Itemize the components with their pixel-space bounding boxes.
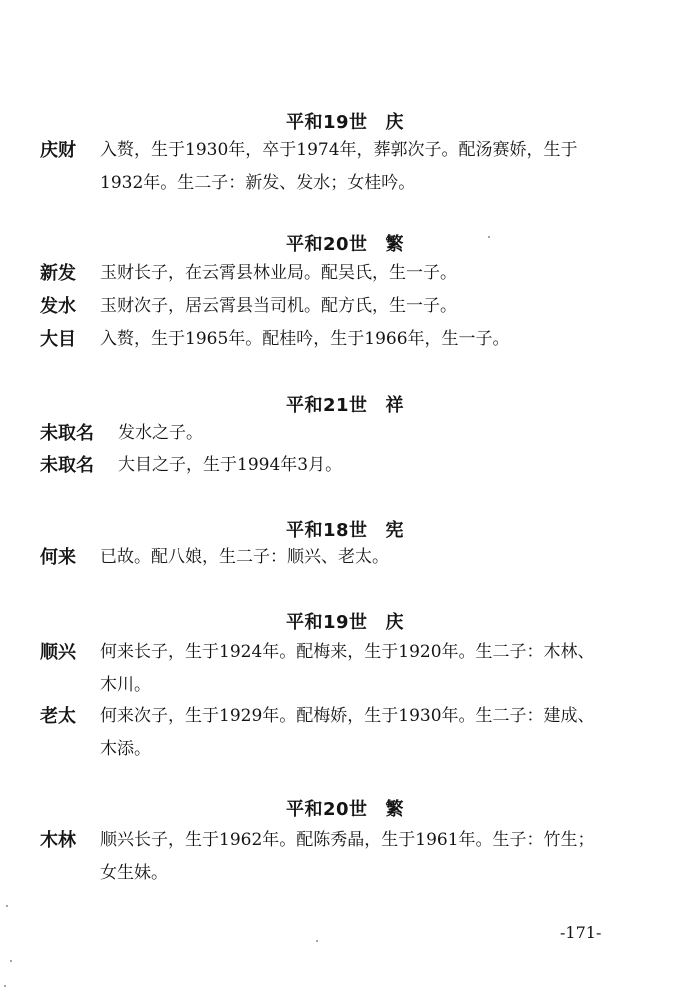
scan-speck [10, 960, 12, 962]
entry-line: 何来长子，生于1924年。配梅来，生于1920年。生二子：木林、 [100, 642, 595, 662]
scan-speck [6, 905, 8, 907]
entry-line: 发水之子。 [118, 423, 203, 443]
entry-line: 入赘，生于1965年。配桂吟，生于1966年，生一子。 [100, 329, 510, 349]
person-entry [40, 134, 640, 200]
person-name: 庆财 [40, 140, 76, 161]
person-name: 发水 [40, 296, 76, 317]
person-entry [40, 541, 640, 574]
section-heading [0, 516, 690, 542]
generation-character: 繁 [385, 799, 405, 820]
entry-line: 入赘，生于1930年，卒于1974年，葬郭次子。配汤赛娇，生于 [100, 140, 578, 160]
section-title: 平和20世 [285, 234, 368, 255]
person-entry [40, 257, 640, 290]
person-entry [40, 636, 640, 702]
generation-character: 祥 [385, 395, 405, 416]
person-name: 新发 [40, 263, 76, 284]
section-heading [0, 108, 690, 134]
section-heading [0, 795, 690, 821]
section-title: 平和20世 [285, 799, 368, 820]
entry-line: 大目之子，生于1994年3月。 [118, 455, 343, 475]
entry-line: 顺兴长子，生于1962年。配陈秀晶，生于1961年。生子：竹生； [100, 830, 595, 850]
person-name: 木林 [40, 830, 76, 851]
entry-line: 玉财长子，在云霄县林业局。配吴氏，生一子。 [100, 263, 457, 283]
scan-speck [4, 985, 6, 987]
section-heading [0, 608, 690, 634]
scan-speck [488, 236, 490, 238]
entry-line: 1932年。生二子：新发、发水；女桂吟。 [100, 173, 416, 193]
person-entry [40, 290, 640, 323]
entry-line: 何来次子，生于1929年。配梅娇，生于1930年。生二子：建成、 [100, 706, 595, 726]
section-title: 平和21世 [285, 395, 368, 416]
entry-line: 木添。 [100, 739, 151, 759]
entry-line: 木川。 [100, 675, 151, 695]
section-heading [0, 391, 690, 417]
section-title: 平和19世 [285, 612, 368, 633]
entry-line: 已故。配八娘，生二子：顺兴、老太。 [100, 547, 389, 567]
section-heading [0, 230, 690, 256]
section-title: 平和19世 [285, 112, 368, 133]
person-name: 顺兴 [40, 642, 76, 663]
person-name: 大目 [40, 329, 76, 350]
person-entry [40, 449, 640, 482]
person-entry [40, 417, 640, 450]
generation-character: 庆 [385, 612, 405, 633]
entry-line: 玉财次子，居云霄县当司机。配方氏，生一子。 [100, 296, 457, 316]
generation-character: 宪 [385, 520, 405, 541]
section-title: 平和18世 [285, 520, 368, 541]
person-name: 老太 [40, 706, 76, 727]
person-entry [40, 323, 640, 356]
entry-line: 女生妹。 [100, 863, 168, 883]
person-entry [40, 824, 640, 890]
scan-speck [316, 940, 318, 942]
generation-character: 庆 [385, 112, 405, 133]
person-name: 未取名 [40, 423, 94, 444]
person-entry [40, 700, 640, 766]
page-number: -171- [560, 923, 602, 942]
person-name: 何来 [40, 547, 76, 568]
person-name: 未取名 [40, 455, 94, 476]
generation-character: 繁 [385, 234, 405, 255]
